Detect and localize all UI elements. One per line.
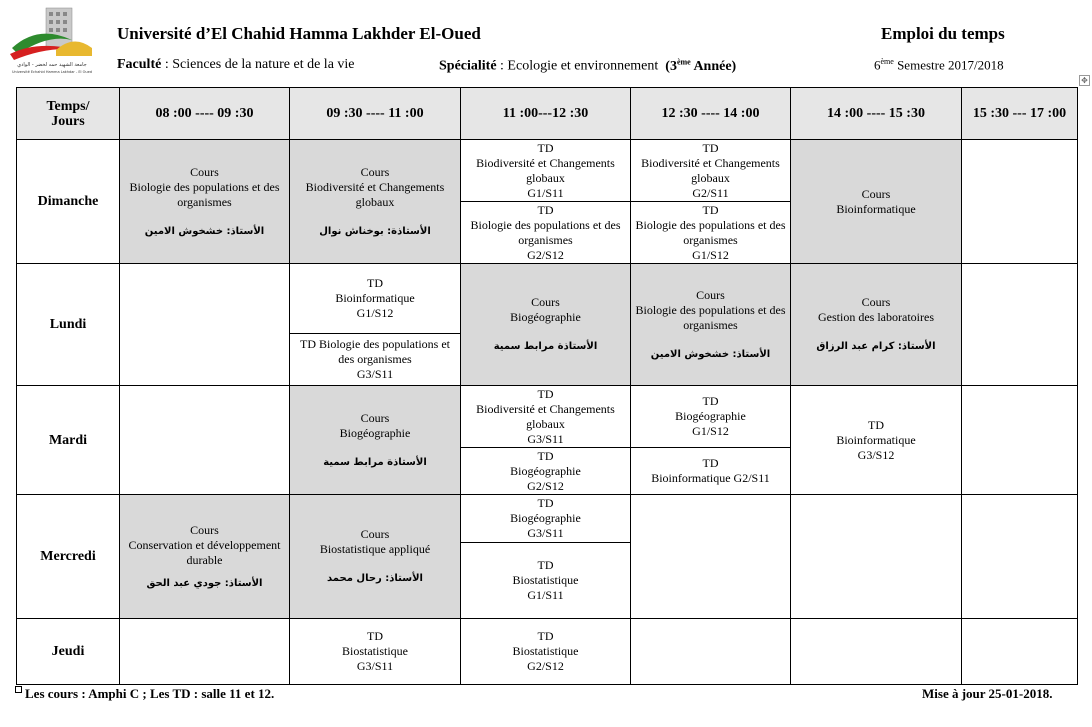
session-cell: TD Biodiversité et Changements globaux G1/S11 <box>461 140 631 202</box>
session-cell: TD Biologie des populations et des organismes G3/S11 <box>290 334 461 386</box>
semester: 6ème Semestre 2017/2018 <box>874 57 1004 73</box>
session-cell: TD Bioinformatique G1/S12 <box>290 264 461 334</box>
empty-cell <box>962 264 1078 386</box>
slot-header: 09 :30 ---- 11 :00 <box>290 88 461 140</box>
university-name: Université d’El Chahid Hamma Lakhder El-Oued <box>117 24 481 43</box>
svg-text:Université Echahid Hamma Lakhd: Université Echahid Hamma Lakhdar - El Oued <box>11 70 93 74</box>
slot-header: 08 :00 ---- 09 :30 <box>120 88 290 140</box>
session-cell: TD Biologie des populations et des organismes G2/S12 <box>461 202 631 264</box>
session-cell: TD Biostatistique G1/S11 <box>461 543 631 619</box>
session-cell: TD Biostatistique G2/S12 <box>461 619 631 685</box>
session-cell: Cours Conservation et développement durable الأستاذ: جودي عبد الحق <box>120 495 290 619</box>
empty-cell <box>631 619 791 685</box>
day-dimanche: Dimanche <box>17 140 120 264</box>
footer-note: Les cours : Amphi C ; Les TD : salle 11 et 12. <box>15 686 274 702</box>
empty-cell <box>962 140 1078 264</box>
session-cell: TD Biologie des populations et des organismes G1/S12 <box>631 202 791 264</box>
table-move-handle-icon[interactable]: ✥ <box>1079 75 1090 86</box>
session-cell: TD Biogéographie G3/S11 <box>461 495 631 543</box>
empty-cell <box>791 495 962 619</box>
session-cell: TD Biodiversité et Changements globaux G3/S11 <box>461 386 631 448</box>
day-mardi: Mardi <box>17 386 120 495</box>
session-cell: Cours Biostatistique appliqué الأستاذ: رحال محمد <box>290 495 461 619</box>
svg-text:جامعة الشهيد حمه لخضر - الوادي: جامعة الشهيد حمه لخضر - الوادي <box>17 62 87 68</box>
speciality: Spécialité : Ecologie et environnement (3ème Année) <box>439 57 737 74</box>
session-cell: TD Bioinformatique G2/S11 <box>631 448 791 495</box>
session-cell: TD Biodiversité et Changements globaux G2/S11 <box>631 140 791 202</box>
session-cell: Cours Biologie des populations et des organismes الأستاذ: خشخوش الامين <box>120 140 290 264</box>
university-logo <box>8 4 96 78</box>
document-title: Emploi du temps <box>881 24 1005 43</box>
session-cell: TD Biogéographie G2/S12 <box>461 448 631 495</box>
session-cell: Cours Bioinformatique <box>791 140 962 264</box>
slot-header: 14 :00 ---- 15 :30 <box>791 88 962 140</box>
slot-header: 12 :30 ---- 14 :00 <box>631 88 791 140</box>
slot-header: 11 :00---12 :30 <box>461 88 631 140</box>
day-mercredi: Mercredi <box>17 495 120 619</box>
session-cell: Cours Biogéographie الأستاذة مرابط سمية <box>461 264 631 386</box>
session-cell: TD Biostatistique G3/S11 <box>290 619 461 685</box>
empty-cell <box>962 619 1078 685</box>
session-cell: TD Bioinformatique G3/S12 <box>791 386 962 495</box>
update-date: Mise à jour 25-01-2018. <box>922 686 1053 701</box>
day-lundi: Lundi <box>17 264 120 386</box>
session-cell: Cours Biogéographie الأستاذة مرابط سمية <box>290 386 461 495</box>
slot-header: 15 :30 --- 17 :00 <box>962 88 1078 140</box>
empty-cell <box>791 619 962 685</box>
corner-header: Temps/ Jours <box>17 88 120 140</box>
session-cell: Cours Biologie des populations et des organismes الأستاذ: خشخوش الامين <box>631 264 791 386</box>
empty-cell <box>631 495 791 619</box>
checkbox-icon <box>15 686 22 693</box>
timetable <box>16 87 1078 685</box>
empty-cell <box>120 619 290 685</box>
empty-cell <box>962 386 1078 495</box>
empty-cell <box>120 386 290 495</box>
session-cell: Cours Gestion des laboratoires الأستاذ: كرام عبد الرزاق <box>791 264 962 386</box>
faculty: Faculté : Sciences de la nature et de la vie <box>117 57 355 72</box>
day-jeudi: Jeudi <box>17 619 120 685</box>
session-cell: Cours Biodiversité et Changements globaux الأستاذة: بوخناش نوال <box>290 140 461 264</box>
empty-cell <box>962 495 1078 619</box>
empty-cell <box>120 264 290 386</box>
session-cell: TD Biogéographie G1/S12 <box>631 386 791 448</box>
